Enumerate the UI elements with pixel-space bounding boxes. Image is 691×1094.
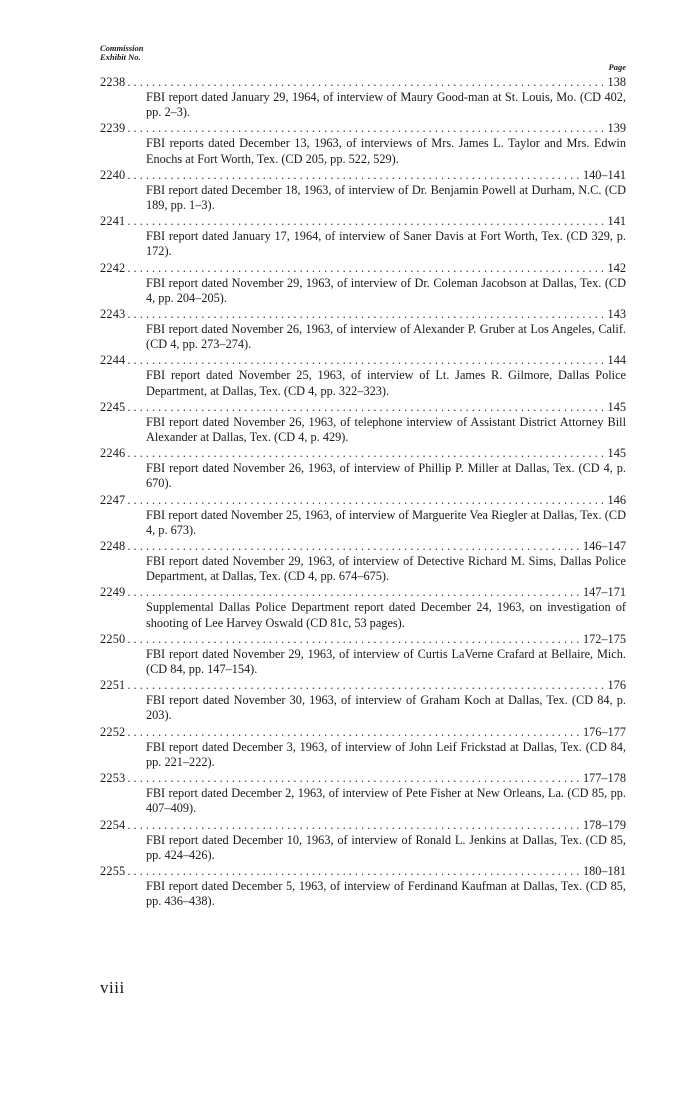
exhibit-description: FBI report dated December 3, 1963, of interview of John Leif Frickstad at Dallas, Tex. (CD 84, pp. 221–222).	[146, 739, 626, 769]
exhibit-description: FBI report dated November 29, 1963, of interview of Dr. Coleman Jacobson at Dallas, Tex. (CD 4, pp. 204–205).	[146, 275, 626, 305]
dot-leader	[125, 446, 607, 461]
exhibit-number: 2242	[100, 260, 126, 275]
exhibit-list	[100, 75, 626, 910]
page-reference: 176	[607, 678, 626, 693]
exhibit-entry	[100, 678, 626, 724]
exhibit-column-heading	[100, 44, 143, 62]
exhibit-entry	[100, 400, 626, 446]
entry-heading-line	[100, 725, 626, 740]
exhibit-entry	[100, 168, 626, 214]
dot-leader	[125, 353, 607, 368]
dot-leader	[125, 214, 607, 229]
entry-heading-line	[100, 353, 626, 368]
page-reference: 141	[607, 214, 626, 229]
dot-leader	[125, 168, 583, 183]
entry-heading-line	[100, 771, 626, 786]
column-header	[100, 44, 626, 75]
exhibit-entry	[100, 585, 626, 631]
exhibit-number: 2248	[100, 539, 126, 554]
exhibit-number: 2247	[100, 492, 126, 507]
exhibit-description: FBI report dated November 26, 1963, of interview of Alexander P. Gruber at Los Angeles, Calif. (CD 4, pp. 273–274).	[146, 322, 626, 352]
exhibit-entry	[100, 864, 626, 910]
exhibit-entry	[100, 539, 626, 585]
page-reference: 146–147	[582, 539, 626, 554]
entry-heading-line	[100, 446, 626, 461]
page-reference: 146	[607, 492, 626, 507]
exhibit-description: Supplemental Dallas Police Department report dated December 24, 1963, on investigation of shooting of Lee Harvey Oswald (CD 81c, 53 pages).	[146, 600, 626, 630]
exhibit-number: 2240	[100, 167, 126, 182]
exhibit-index-page	[100, 44, 626, 910]
entry-heading-line	[100, 864, 626, 879]
exhibit-description: FBI report dated January 29, 1964, of interview of Maury Good-man at St. Louis, Mo. (CD 402, pp. 2–3).	[146, 90, 626, 120]
exhibit-number: 2255	[100, 863, 126, 878]
dot-leader	[125, 725, 583, 740]
exhibit-number: 2252	[100, 724, 126, 739]
dot-leader	[125, 818, 583, 833]
dot-leader	[125, 307, 607, 322]
exhibit-entry	[100, 75, 626, 121]
page-reference: 138	[607, 75, 626, 89]
exhibit-number: 2254	[100, 817, 126, 832]
exhibit-entry	[100, 818, 626, 864]
page-reference: 177–178	[582, 771, 626, 786]
entry-heading-line	[100, 121, 626, 136]
exhibit-description: FBI report dated November 26, 1963, of interview of Phillip P. Miller at Dallas, Tex. (CD 4, p. 670).	[146, 461, 626, 491]
exhibit-description: FBI report dated November 26, 1963, of telephone interview of Assistant District Attorney Bill Alexander at Dallas, Tex. (CD 4, p. 429).	[146, 414, 626, 445]
exhibit-number: 2241	[100, 214, 126, 229]
page-reference: 143	[607, 307, 626, 322]
entry-heading-line	[100, 400, 626, 415]
exhibit-entry	[100, 632, 626, 678]
page-reference: 178–179	[582, 817, 626, 832]
exhibit-number: 2245	[100, 399, 126, 414]
dot-leader	[125, 771, 583, 786]
exhibit-number: 2239	[100, 121, 126, 136]
dot-leader	[125, 864, 583, 879]
entry-heading-line	[100, 818, 626, 833]
exhibit-entry	[100, 493, 626, 539]
exhibit-number: 2238	[100, 75, 126, 89]
exhibit-number: 2253	[100, 771, 126, 786]
page-reference: 140–141	[582, 167, 626, 182]
exhibit-description: FBI report dated November 25, 1963, of interview of Lt. James R. Gilmore, Dallas Police Department, at Dallas, Tex. (CD 4, pp. 322–323).	[146, 368, 626, 398]
entry-heading-line	[100, 214, 626, 229]
exhibit-number: 2246	[100, 446, 126, 461]
exhibit-description: FBI report dated December 5, 1963, of interview of Ferdinand Kaufman at Dallas, Tex. (CD 85, pp. 436–438).	[146, 878, 626, 909]
dot-leader	[125, 539, 583, 554]
entry-heading-line	[100, 632, 626, 647]
exhibit-description: FBI report dated November 30, 1963, of interview of Graham Koch at Dallas, Tex. (CD 84, p. 203).	[146, 693, 626, 723]
exhibit-entry	[100, 446, 626, 492]
exhibit-heading-line1: Commission	[100, 43, 144, 53]
exhibit-number: 2244	[100, 353, 126, 368]
page-reference: 144	[607, 353, 626, 368]
page-numeral: viii	[100, 978, 125, 997]
exhibit-description: FBI report dated November 29, 1963, of interview of Curtis LaVerne Crafard at Bellaire, Mich. (CD 84, pp. 147–154).	[146, 646, 626, 677]
exhibit-number: 2250	[100, 631, 126, 646]
exhibit-entry	[100, 771, 626, 817]
page-reference: 139	[607, 121, 626, 136]
exhibit-number: 2249	[100, 585, 126, 600]
exhibit-heading-line2: Exhibit No.	[100, 52, 141, 62]
entry-heading-line	[100, 75, 626, 90]
dot-leader	[125, 400, 607, 415]
exhibit-description: FBI report dated December 2, 1963, of interview of Pete Fisher at New Orleans, La. (CD 85, pp. 407–409).	[146, 786, 626, 816]
page-reference: 145	[607, 399, 626, 414]
dot-leader	[125, 678, 607, 693]
exhibit-description: FBI report dated November 25, 1963, of interview of Marguerite Vea Riegler at Dallas, Tex. (CD 4, p. 673).	[146, 507, 626, 537]
exhibit-entry	[100, 261, 626, 307]
dot-leader	[125, 632, 583, 647]
page-reference: 172–175	[582, 631, 626, 646]
exhibit-description: FBI report dated December 18, 1963, of interview of Dr. Benjamin Powell at Durham, N.C. (CD 189, pp. 1–3).	[146, 182, 626, 213]
exhibit-entry	[100, 121, 626, 167]
entry-heading-line	[100, 539, 626, 554]
page-reference: 145	[607, 446, 626, 461]
page-reference: 180–181	[582, 863, 626, 878]
exhibit-description: FBI report dated December 10, 1963, of interview of Ronald L. Jenkins at Dallas, Tex. (CD 85, pp. 424–426).	[146, 832, 626, 862]
entry-heading-line	[100, 585, 626, 600]
entry-heading-line	[100, 493, 626, 508]
entry-heading-line	[100, 307, 626, 322]
exhibit-description: FBI report dated November 29, 1963, of interview of Detective Richard M. Sims, Dallas Police Department, at Dallas, Tex. (CD 4, pp. 674–675).	[146, 554, 626, 584]
dot-leader	[125, 121, 607, 136]
page-reference: 176–177	[582, 724, 626, 739]
entry-heading-line	[100, 168, 626, 183]
page-reference: 147–171	[582, 585, 626, 600]
exhibit-entry	[100, 725, 626, 771]
entry-heading-line	[100, 261, 626, 276]
exhibit-description: FBI reports dated December 13, 1963, of interviews of Mrs. James L. Taylor and Mrs. Edwin Enochs at Fort Worth, Tex. (CD 205, pp. 522, 529).	[146, 136, 626, 166]
dot-leader	[125, 493, 607, 508]
entry-heading-line	[100, 678, 626, 693]
dot-leader	[125, 261, 607, 276]
exhibit-entry	[100, 307, 626, 353]
page-reference: 142	[607, 260, 626, 275]
exhibit-entry	[100, 214, 626, 260]
page-column-heading: Page	[608, 62, 626, 72]
exhibit-entry	[100, 353, 626, 399]
dot-leader	[125, 75, 607, 90]
exhibit-description: FBI report dated January 17, 1964, of interview of Saner Davis at Fort Worth, Tex. (CD 329, p. 172).	[146, 229, 626, 259]
exhibit-number: 2251	[100, 678, 126, 693]
dot-leader	[125, 585, 583, 600]
exhibit-number: 2243	[100, 307, 126, 322]
